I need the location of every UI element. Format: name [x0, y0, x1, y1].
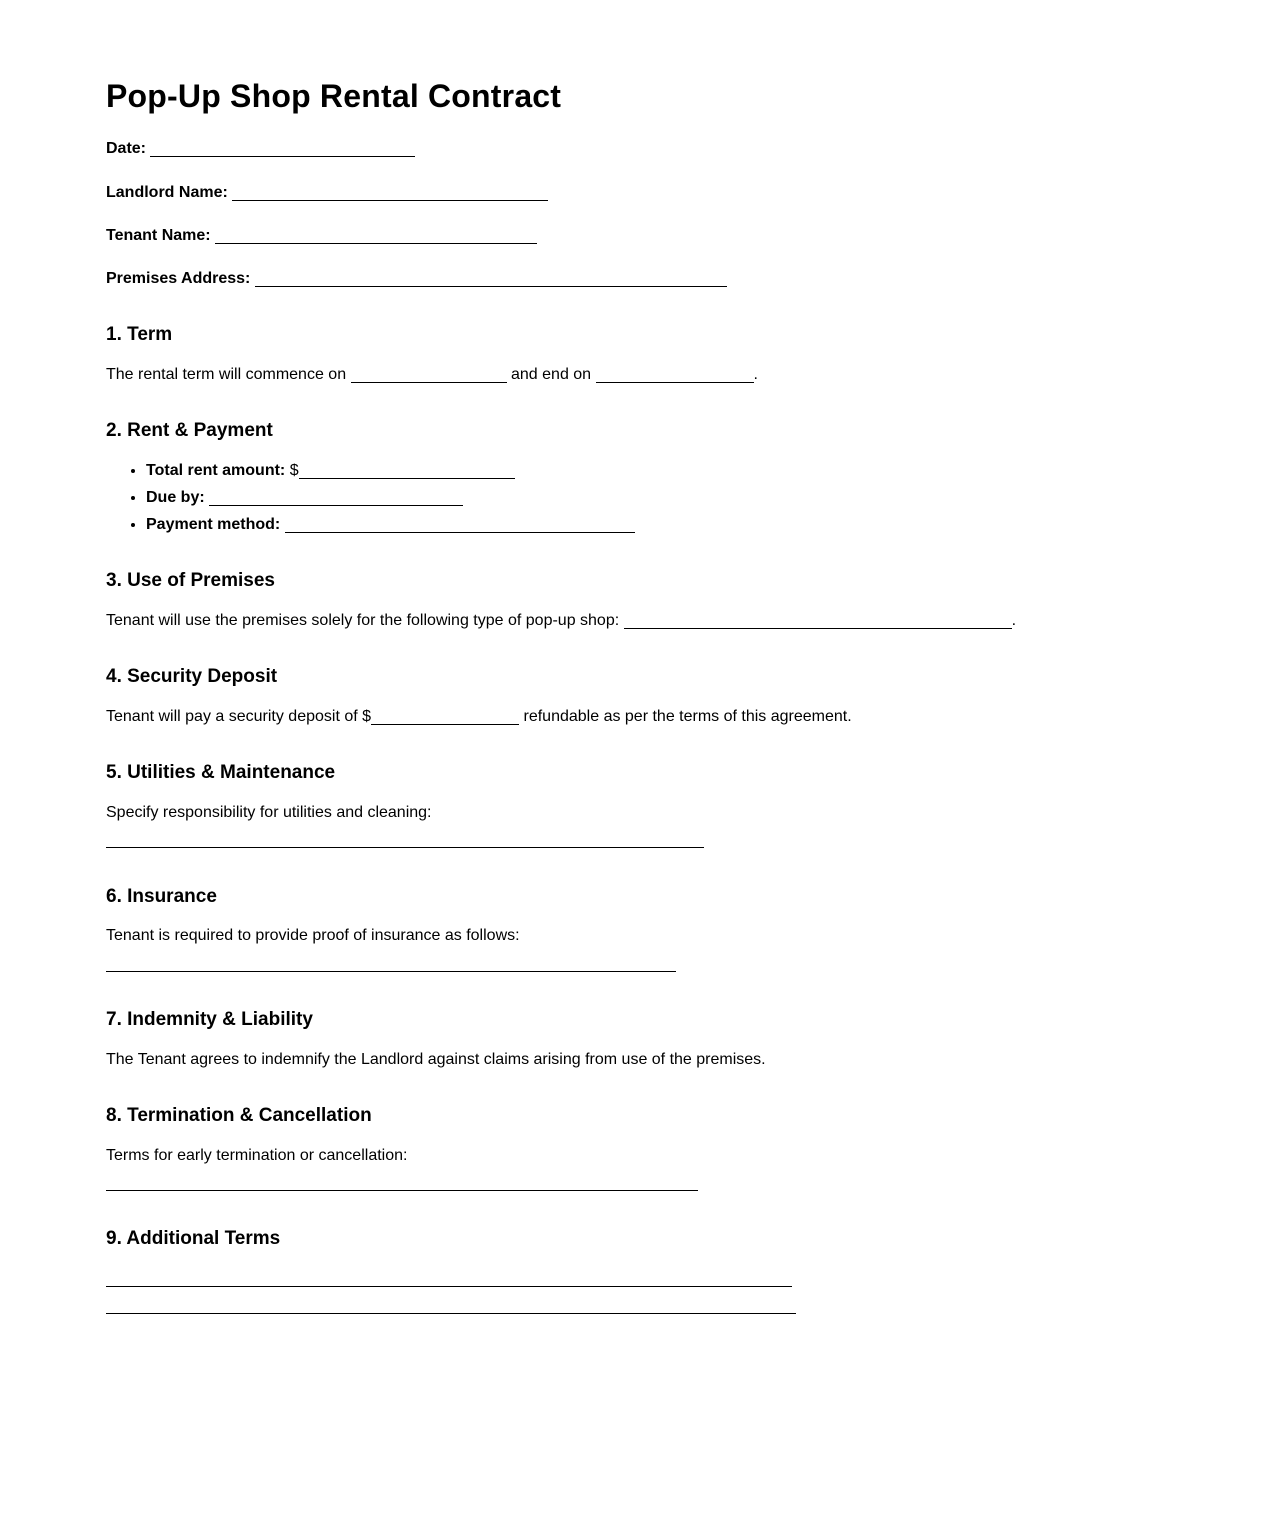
deposit-prefix: $ [362, 708, 372, 726]
termination-text: Terms for early termination or cancellation: [106, 1146, 408, 1164]
section-use-of-premises-heading: 3. Use of Premises [106, 570, 275, 592]
section-rent-payment [106, 420, 1113, 538]
premises-address-label: Premises Address: [106, 269, 251, 287]
total-rent-prefix: $ [289, 461, 299, 479]
list-item-due-by [146, 484, 1113, 511]
payment-method-blank-field[interactable] [285, 519, 635, 533]
term-text-middle: and end on [511, 365, 592, 383]
section-additional-terms-lines [106, 1265, 1113, 1319]
tenant-name-label: Tenant Name: [106, 226, 211, 244]
due-by-blank-field[interactable] [209, 492, 463, 506]
term-start-blank-field[interactable] [351, 369, 507, 383]
term-end-blank-field[interactable] [596, 369, 754, 383]
payment-method-label: Payment method: [146, 516, 281, 534]
term-text-before: The rental term will commence on [106, 365, 347, 383]
field-row-landlord-name [106, 179, 1113, 206]
use-text-before: Tenant will use the premises solely for the following type of pop-up shop: [106, 612, 620, 630]
section-indemnity-liability-text: The Tenant agrees to indemnify the Landlord against claims arising from use of the premises. [106, 1050, 766, 1068]
rent-payment-list [106, 457, 1113, 539]
section-insurance-heading: 6. Insurance [106, 885, 217, 907]
total-rent-blank-field[interactable] [299, 465, 515, 479]
total-rent-label: Total rent amount: [146, 461, 286, 479]
section-insurance [106, 886, 1113, 977]
premises-address-blank-field[interactable] [255, 273, 727, 287]
section-indemnity-liability-heading: 7. Indemnity & Liability [106, 1008, 313, 1030]
use-text-after: . [1011, 612, 1017, 630]
insurance-text: Tenant is required to provide proof of insurance as follows: [106, 927, 520, 945]
section-term-text [106, 361, 1113, 388]
insurance-blank-field[interactable] [106, 958, 676, 972]
section-utilities-maintenance-text [106, 799, 1113, 853]
section-termination-cancellation-heading: 8. Termination & Cancellation [106, 1104, 372, 1126]
section-utilities-maintenance-heading: 5. Utilities & Maintenance [106, 762, 336, 784]
section-term-heading: 1. Term [106, 324, 173, 346]
date-blank-field[interactable] [150, 143, 415, 157]
section-additional-terms [106, 1228, 1113, 1319]
deposit-amount-blank-field[interactable] [371, 711, 519, 725]
section-indemnity-liability [106, 1009, 1113, 1073]
deposit-text-after: refundable as per the terms of this agreement. [523, 708, 852, 726]
field-row-date [106, 135, 1113, 162]
term-text-after: . [753, 365, 758, 383]
document-title: Pop-Up Shop Rental Contract [106, 78, 562, 114]
section-termination-cancellation [106, 1105, 1113, 1196]
shop-type-blank-field[interactable] [624, 615, 1012, 629]
termination-blank-field[interactable] [106, 1177, 698, 1191]
landlord-name-blank-field[interactable] [232, 187, 548, 201]
section-security-deposit-heading: 4. Security Deposit [106, 666, 278, 688]
section-term [106, 324, 1113, 388]
section-rent-payment-heading: 2. Rent & Payment [106, 420, 273, 442]
additional-terms-blank-field-2[interactable] [106, 1300, 796, 1314]
section-insurance-text [106, 922, 1113, 976]
list-item-payment-method [146, 511, 1113, 538]
section-utilities-maintenance [106, 762, 1113, 853]
due-by-label: Due by: [146, 489, 205, 507]
section-use-of-premises-text [106, 607, 1113, 634]
tenant-name-blank-field[interactable] [215, 230, 537, 244]
section-security-deposit-text [106, 703, 1113, 730]
additional-terms-blank-field-1[interactable] [106, 1273, 792, 1287]
utilities-blank-field[interactable] [106, 834, 704, 848]
landlord-name-label: Landlord Name: [106, 183, 228, 201]
date-label: Date: [106, 140, 147, 158]
section-additional-terms-heading: 9. Additional Terms [106, 1227, 281, 1249]
utilities-text: Specify responsibility for utilities and cleaning: [106, 804, 432, 822]
section-termination-cancellation-text [106, 1142, 1113, 1196]
list-item-total-rent [146, 457, 1113, 484]
section-security-deposit [106, 666, 1113, 730]
field-row-tenant-name [106, 222, 1113, 249]
section-use-of-premises [106, 570, 1113, 634]
field-row-premises-address [106, 265, 1113, 292]
deposit-text-before: Tenant will pay a security deposit of [106, 708, 358, 726]
